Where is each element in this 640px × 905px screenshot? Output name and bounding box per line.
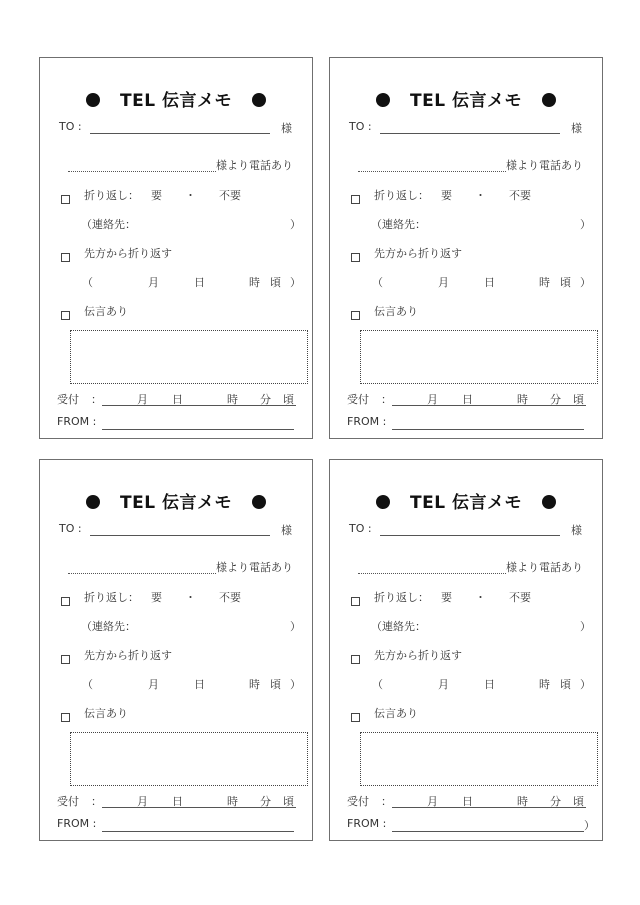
when-month: 月 [148, 678, 159, 691]
contact-label: （連絡先： [371, 620, 426, 633]
when-open-paren: （ [372, 678, 383, 691]
received-hour: 時 [227, 795, 238, 808]
tel-memo-card-1 [39, 57, 313, 439]
callback-checkbox[interactable] [351, 189, 360, 208]
memo-title [40, 86, 312, 111]
received-label: 受付 [347, 393, 369, 406]
when-approx: 頃 [270, 678, 281, 691]
memo-title-text: TEL 伝言メモ [120, 91, 232, 111]
they-call-back-checkbox[interactable] [61, 649, 70, 668]
when-hour: 時 [539, 276, 550, 289]
they-call-back-label: 先方から折り返す [374, 247, 462, 260]
from-label: FROM : [347, 817, 387, 830]
callback-separator: ・ [475, 189, 486, 202]
received-day: 日 [172, 393, 183, 406]
caller-suffix: 様より電話あり [506, 159, 583, 172]
when-month: 月 [438, 678, 449, 691]
from-field[interactable] [102, 831, 294, 832]
to-suffix: 様 [281, 524, 292, 537]
from-label: FROM : [347, 415, 387, 428]
to-suffix: 様 [571, 122, 582, 135]
received-minute: 分 [260, 393, 271, 406]
to-field[interactable] [90, 535, 270, 536]
to-label: TO : [349, 120, 372, 133]
bullet-icon [86, 495, 100, 509]
tel-memo-card-3 [39, 459, 313, 841]
from-field[interactable] [102, 429, 294, 430]
message-label: 伝言あり [374, 707, 418, 720]
caller-name-field[interactable] [68, 171, 216, 172]
callback-label: 折り返し： [84, 591, 139, 604]
received-label: 受付 [347, 795, 369, 808]
callback-required[interactable]: 要 [441, 189, 452, 202]
when-approx: 頃 [560, 276, 571, 289]
to-suffix: 様 [571, 524, 582, 537]
received-month: 月 [427, 393, 438, 406]
to-suffix: 様 [281, 122, 292, 135]
memo-title-text: TEL 伝言メモ [410, 91, 522, 111]
received-month: 月 [427, 795, 438, 808]
callback-checkbox[interactable] [61, 189, 70, 208]
caller-name-field[interactable] [358, 573, 506, 574]
received-minute: 分 [550, 393, 561, 406]
callback-required[interactable]: 要 [151, 591, 162, 604]
they-call-back-checkbox[interactable] [351, 649, 360, 668]
contact-label: （連絡先： [371, 218, 426, 231]
received-approx: 頃 [283, 393, 294, 406]
received-hour: 時 [517, 393, 528, 406]
received-colon: ： [91, 393, 102, 406]
to-field[interactable] [380, 133, 560, 134]
when-approx: 頃 [560, 678, 571, 691]
memo-title [40, 488, 312, 513]
received-colon: ： [91, 795, 102, 808]
contact-close-paren: ） [580, 218, 591, 231]
received-day: 日 [462, 795, 473, 808]
caller-name-field[interactable] [68, 573, 216, 574]
from-field[interactable] [392, 429, 584, 430]
received-month: 月 [137, 795, 148, 808]
they-call-back-label: 先方から折り返す [374, 649, 462, 662]
received-month: 月 [137, 393, 148, 406]
memo-title [330, 86, 602, 111]
memo-title [330, 488, 602, 513]
caller-suffix: 様より電話あり [506, 561, 583, 574]
contact-label: （連絡先： [81, 218, 136, 231]
message-box[interactable] [70, 732, 308, 786]
when-close-paren: ） [290, 276, 301, 289]
callback-checkbox[interactable] [61, 591, 70, 610]
message-label: 伝言あり [84, 305, 128, 318]
callback-label: 折り返し： [374, 591, 429, 604]
when-open-paren: （ [372, 276, 383, 289]
callback-not-required[interactable]: 不要 [509, 591, 531, 604]
bullet-icon [376, 495, 390, 509]
message-label: 伝言あり [84, 707, 128, 720]
tel-memo-card-4 [329, 459, 603, 841]
received-colon: ： [381, 393, 392, 406]
tel-memo-card-2 [329, 57, 603, 439]
caller-suffix: 様より電話あり [216, 561, 293, 574]
when-day: 日 [484, 678, 495, 691]
callback-not-required[interactable]: 不要 [509, 189, 531, 202]
when-approx: 頃 [270, 276, 281, 289]
when-open-paren: （ [82, 276, 93, 289]
message-checkbox[interactable] [61, 707, 70, 726]
bullet-icon [252, 495, 266, 509]
when-hour: 時 [539, 678, 550, 691]
callback-label: 折り返し： [374, 189, 429, 202]
message-box[interactable] [360, 330, 598, 384]
received-hour: 時 [227, 393, 238, 406]
when-day: 日 [484, 276, 495, 289]
callback-required[interactable]: 要 [441, 591, 452, 604]
to-label: TO : [59, 120, 82, 133]
when-close-paren: ） [580, 678, 591, 691]
when-hour: 時 [249, 276, 260, 289]
received-day: 日 [462, 393, 473, 406]
callback-separator: ・ [475, 591, 486, 604]
callback-separator: ・ [185, 189, 196, 202]
received-colon: ： [381, 795, 392, 808]
received-day: 日 [172, 795, 183, 808]
callback-separator: ・ [185, 591, 196, 604]
message-checkbox[interactable] [61, 305, 70, 324]
memo-title-text: TEL 伝言メモ [120, 493, 232, 513]
they-call-back-checkbox[interactable] [351, 247, 360, 266]
received-minute: 分 [260, 795, 271, 808]
bullet-icon [86, 93, 100, 107]
contact-label: （連絡先： [81, 620, 136, 633]
received-label: 受付 [57, 795, 79, 808]
received-approx: 頃 [283, 795, 294, 808]
when-month: 月 [438, 276, 449, 289]
they-call-back-label: 先方から折り返す [84, 247, 172, 260]
contact-close-paren: ） [290, 620, 301, 633]
from-field[interactable] [392, 831, 584, 832]
from-label: FROM : [57, 415, 97, 428]
received-approx: 頃 [573, 393, 584, 406]
from-label: FROM : [57, 817, 97, 830]
contact-close-paren: ） [580, 620, 591, 633]
received-label: 受付 [57, 393, 79, 406]
they-call-back-label: 先方から折り返す [84, 649, 172, 662]
callback-checkbox[interactable] [351, 591, 360, 610]
when-day: 日 [194, 276, 205, 289]
when-day: 日 [194, 678, 205, 691]
received-minute: 分 [550, 795, 561, 808]
message-checkbox[interactable] [351, 305, 360, 324]
to-field[interactable] [90, 133, 270, 134]
memo-title-text: TEL 伝言メモ [410, 493, 522, 513]
caller-suffix: 様より電話あり [216, 159, 293, 172]
when-open-paren: （ [82, 678, 93, 691]
message-box[interactable] [360, 732, 598, 786]
message-label: 伝言あり [374, 305, 418, 318]
bullet-icon [252, 93, 266, 107]
when-month: 月 [148, 276, 159, 289]
bullet-icon [376, 93, 390, 107]
when-close-paren: ） [290, 678, 301, 691]
received-approx: 頃 [573, 795, 584, 808]
contact-close-paren: ） [290, 218, 301, 231]
from-close-paren: ） [584, 819, 595, 832]
callback-label: 折り返し： [84, 189, 139, 202]
bullet-icon [542, 495, 556, 509]
message-checkbox[interactable] [351, 707, 360, 726]
when-close-paren: ） [580, 276, 591, 289]
they-call-back-checkbox[interactable] [61, 247, 70, 266]
to-field[interactable] [380, 535, 560, 536]
callback-not-required[interactable]: 不要 [219, 189, 241, 202]
callback-required[interactable]: 要 [151, 189, 162, 202]
message-box[interactable] [70, 330, 308, 384]
received-hour: 時 [517, 795, 528, 808]
caller-name-field[interactable] [358, 171, 506, 172]
to-label: TO : [59, 522, 82, 535]
when-hour: 時 [249, 678, 260, 691]
bullet-icon [542, 93, 556, 107]
to-label: TO : [349, 522, 372, 535]
callback-not-required[interactable]: 不要 [219, 591, 241, 604]
